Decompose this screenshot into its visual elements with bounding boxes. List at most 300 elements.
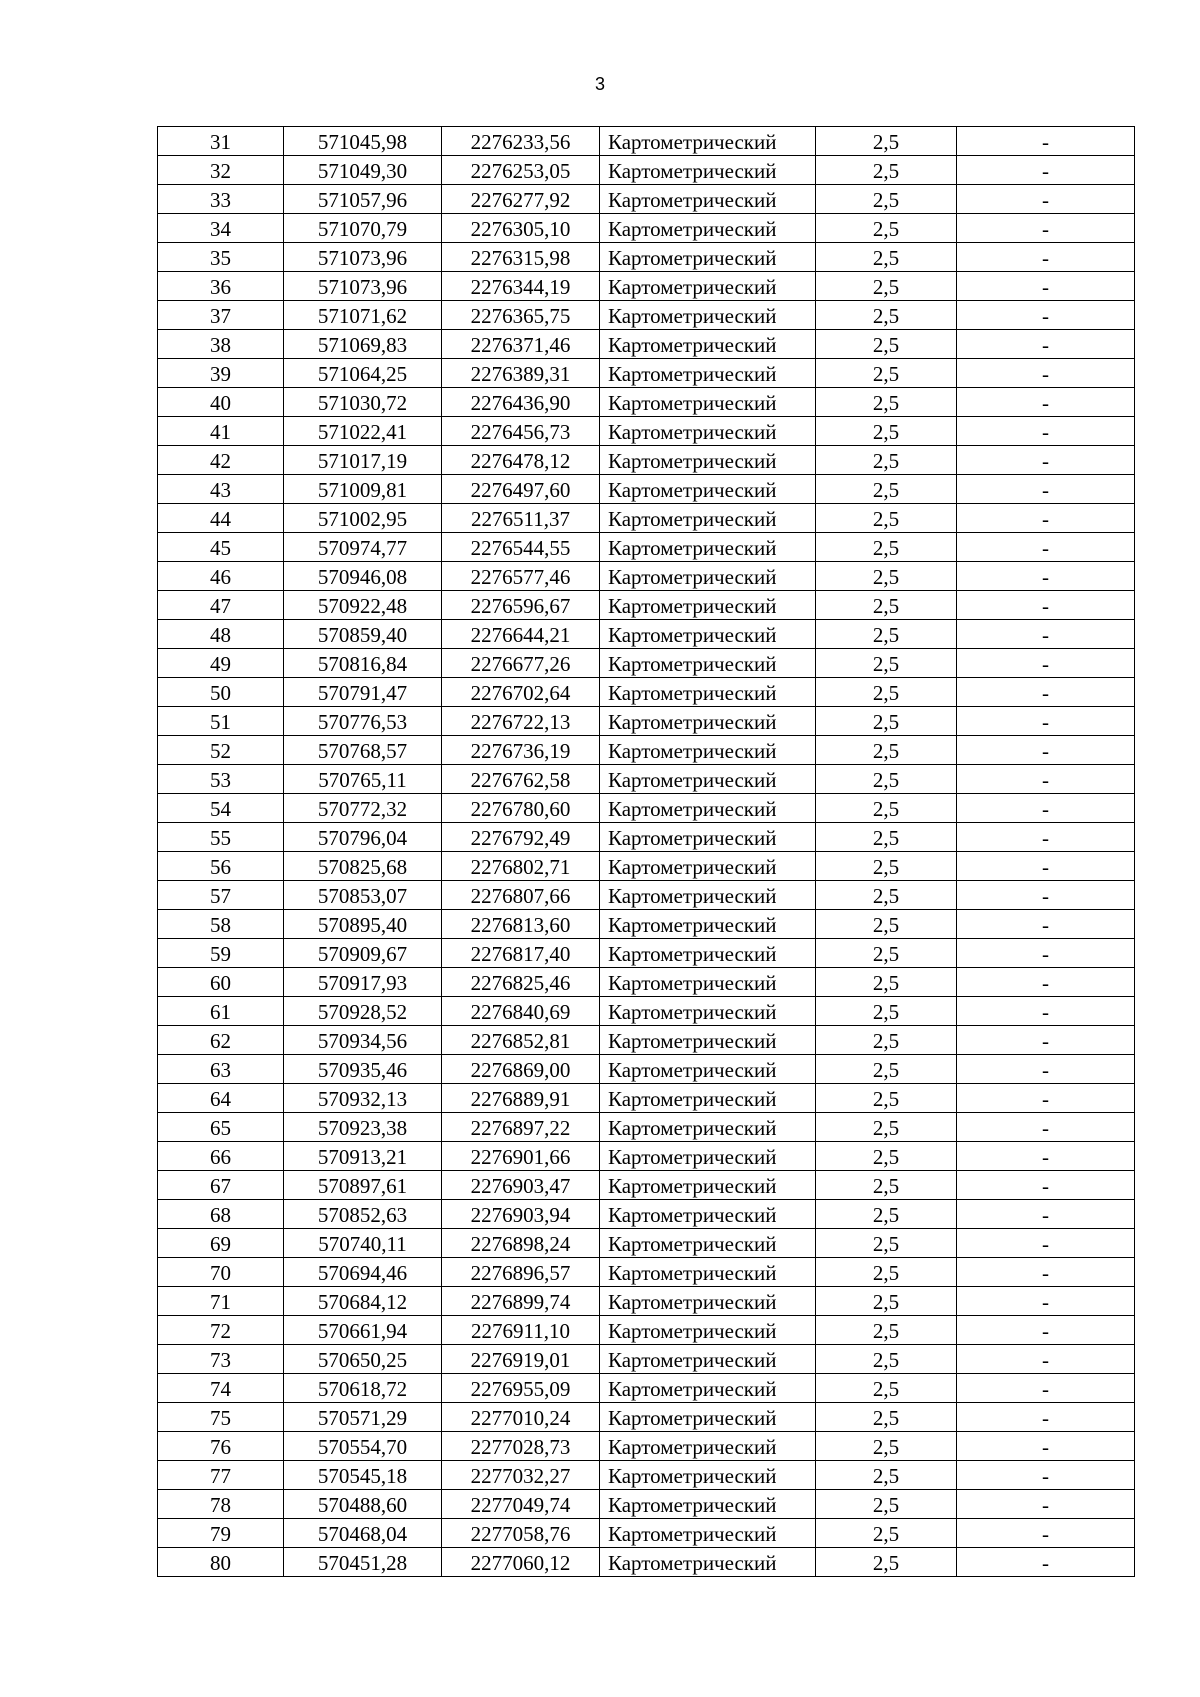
table-row: [158, 243, 1135, 272]
y-coordinate-cell: 2276901,66: [442, 1142, 600, 1171]
point-number-cell: 38: [158, 330, 284, 359]
note-cell: -: [957, 301, 1135, 330]
point-number-cell: 52: [158, 736, 284, 765]
point-number-cell: 37: [158, 301, 284, 330]
note-cell: -: [957, 1229, 1135, 1258]
table-row: [158, 591, 1135, 620]
method-cell: Картометрический: [600, 1113, 816, 1142]
error-cell: 2,5: [816, 533, 957, 562]
method-cell: Картометрический: [600, 1258, 816, 1287]
error-cell: 2,5: [816, 765, 957, 794]
y-coordinate-cell: 2276478,12: [442, 446, 600, 475]
method-cell: Картометрический: [600, 678, 816, 707]
y-coordinate-cell: 2276436,90: [442, 388, 600, 417]
y-coordinate-cell: 2276792,49: [442, 823, 600, 852]
method-cell: Картометрический: [600, 243, 816, 272]
x-coordinate-cell: 570684,12: [284, 1287, 442, 1316]
note-cell: -: [957, 185, 1135, 214]
y-coordinate-cell: 2276644,21: [442, 620, 600, 649]
table-row: [158, 1345, 1135, 1374]
error-cell: 2,5: [816, 1171, 957, 1200]
note-cell: -: [957, 388, 1135, 417]
error-cell: 2,5: [816, 388, 957, 417]
table-row: [158, 214, 1135, 243]
table-row: [158, 1026, 1135, 1055]
method-cell: Картометрический: [600, 939, 816, 968]
error-cell: 2,5: [816, 1432, 957, 1461]
point-number-cell: 34: [158, 214, 284, 243]
method-cell: Картометрический: [600, 823, 816, 852]
error-cell: 2,5: [816, 359, 957, 388]
y-coordinate-cell: 2276497,60: [442, 475, 600, 504]
y-coordinate-cell: 2276305,10: [442, 214, 600, 243]
x-coordinate-cell: 570776,53: [284, 707, 442, 736]
point-number-cell: 72: [158, 1316, 284, 1345]
point-number-cell: 65: [158, 1113, 284, 1142]
error-cell: 2,5: [816, 156, 957, 185]
error-cell: 2,5: [816, 649, 957, 678]
note-cell: -: [957, 1432, 1135, 1461]
point-number-cell: 47: [158, 591, 284, 620]
x-coordinate-cell: 570694,46: [284, 1258, 442, 1287]
point-number-cell: 45: [158, 533, 284, 562]
table-row: [158, 968, 1135, 997]
x-coordinate-cell: 570917,93: [284, 968, 442, 997]
point-number-cell: 55: [158, 823, 284, 852]
method-cell: Картометрический: [600, 272, 816, 301]
point-number-cell: 56: [158, 852, 284, 881]
error-cell: 2,5: [816, 127, 957, 156]
y-coordinate-cell: 2277010,24: [442, 1403, 600, 1432]
method-cell: Картометрический: [600, 1548, 816, 1577]
point-number-cell: 41: [158, 417, 284, 446]
x-coordinate-cell: 570935,46: [284, 1055, 442, 1084]
x-coordinate-cell: 570468,04: [284, 1519, 442, 1548]
error-cell: 2,5: [816, 475, 957, 504]
y-coordinate-cell: 2276889,91: [442, 1084, 600, 1113]
x-coordinate-cell: 570934,56: [284, 1026, 442, 1055]
method-cell: Картометрический: [600, 562, 816, 591]
x-coordinate-cell: 571009,81: [284, 475, 442, 504]
point-number-cell: 58: [158, 910, 284, 939]
x-coordinate-cell: 570650,25: [284, 1345, 442, 1374]
note-cell: -: [957, 1142, 1135, 1171]
error-cell: 2,5: [816, 1229, 957, 1258]
method-cell: Картометрический: [600, 1055, 816, 1084]
note-cell: -: [957, 1461, 1135, 1490]
y-coordinate-cell: 2276807,66: [442, 881, 600, 910]
x-coordinate-cell: 570571,29: [284, 1403, 442, 1432]
x-coordinate-cell: 570853,07: [284, 881, 442, 910]
table-row: [158, 185, 1135, 214]
table-row: [158, 1200, 1135, 1229]
y-coordinate-cell: 2276371,46: [442, 330, 600, 359]
error-cell: 2,5: [816, 1461, 957, 1490]
table-row: [158, 1403, 1135, 1432]
point-number-cell: 31: [158, 127, 284, 156]
x-coordinate-cell: 570772,32: [284, 794, 442, 823]
note-cell: -: [957, 794, 1135, 823]
table-row: [158, 475, 1135, 504]
point-number-cell: 57: [158, 881, 284, 910]
y-coordinate-cell: 2277058,76: [442, 1519, 600, 1548]
x-coordinate-cell: 570922,48: [284, 591, 442, 620]
point-number-cell: 76: [158, 1432, 284, 1461]
point-number-cell: 48: [158, 620, 284, 649]
point-number-cell: 59: [158, 939, 284, 968]
note-cell: -: [957, 1258, 1135, 1287]
point-number-cell: 79: [158, 1519, 284, 1548]
point-number-cell: 71: [158, 1287, 284, 1316]
method-cell: Картометрический: [600, 1026, 816, 1055]
point-number-cell: 70: [158, 1258, 284, 1287]
y-coordinate-cell: 2276813,60: [442, 910, 600, 939]
x-coordinate-cell: 570765,11: [284, 765, 442, 794]
x-coordinate-cell: 570791,47: [284, 678, 442, 707]
table-row: [158, 765, 1135, 794]
error-cell: 2,5: [816, 881, 957, 910]
x-coordinate-cell: 570946,08: [284, 562, 442, 591]
error-cell: 2,5: [816, 272, 957, 301]
table-row: [158, 620, 1135, 649]
note-cell: -: [957, 446, 1135, 475]
x-coordinate-cell: 570554,70: [284, 1432, 442, 1461]
method-cell: Картометрический: [600, 417, 816, 446]
error-cell: 2,5: [816, 446, 957, 475]
method-cell: Картометрический: [600, 301, 816, 330]
error-cell: 2,5: [816, 301, 957, 330]
note-cell: -: [957, 649, 1135, 678]
y-coordinate-cell: 2276825,46: [442, 968, 600, 997]
y-coordinate-cell: 2276817,40: [442, 939, 600, 968]
note-cell: -: [957, 1026, 1135, 1055]
table-row: [158, 939, 1135, 968]
y-coordinate-cell: 2276365,75: [442, 301, 600, 330]
x-coordinate-cell: 571069,83: [284, 330, 442, 359]
table-row: [158, 1142, 1135, 1171]
point-number-cell: 42: [158, 446, 284, 475]
error-cell: 2,5: [816, 504, 957, 533]
error-cell: 2,5: [816, 707, 957, 736]
table-row: [158, 330, 1135, 359]
error-cell: 2,5: [816, 910, 957, 939]
y-coordinate-cell: 2276896,57: [442, 1258, 600, 1287]
note-cell: -: [957, 156, 1135, 185]
error-cell: 2,5: [816, 939, 957, 968]
note-cell: -: [957, 1113, 1135, 1142]
y-coordinate-cell: 2276456,73: [442, 417, 600, 446]
error-cell: 2,5: [816, 330, 957, 359]
method-cell: Картометрический: [600, 156, 816, 185]
point-number-cell: 43: [158, 475, 284, 504]
error-cell: 2,5: [816, 1026, 957, 1055]
note-cell: -: [957, 765, 1135, 794]
x-coordinate-cell: 571049,30: [284, 156, 442, 185]
y-coordinate-cell: 2276852,81: [442, 1026, 600, 1055]
x-coordinate-cell: 570451,28: [284, 1548, 442, 1577]
point-number-cell: 46: [158, 562, 284, 591]
method-cell: Картометрический: [600, 649, 816, 678]
note-cell: -: [957, 562, 1135, 591]
table-row: [158, 388, 1135, 417]
point-number-cell: 61: [158, 997, 284, 1026]
table-row: [158, 1055, 1135, 1084]
method-cell: Картометрический: [600, 214, 816, 243]
note-cell: -: [957, 214, 1135, 243]
method-cell: Картометрический: [600, 475, 816, 504]
table-row: [158, 823, 1135, 852]
error-cell: 2,5: [816, 968, 957, 997]
note-cell: -: [957, 1084, 1135, 1113]
x-coordinate-cell: 570545,18: [284, 1461, 442, 1490]
y-coordinate-cell: 2276596,67: [442, 591, 600, 620]
method-cell: Картометрический: [600, 446, 816, 475]
method-cell: Картометрический: [600, 127, 816, 156]
error-cell: 2,5: [816, 620, 957, 649]
y-coordinate-cell: 2276511,37: [442, 504, 600, 533]
note-cell: -: [957, 127, 1135, 156]
note-cell: -: [957, 1200, 1135, 1229]
table-row: [158, 910, 1135, 939]
method-cell: Картометрический: [600, 968, 816, 997]
x-coordinate-cell: 570825,68: [284, 852, 442, 881]
note-cell: -: [957, 504, 1135, 533]
error-cell: 2,5: [816, 678, 957, 707]
point-number-cell: 36: [158, 272, 284, 301]
point-number-cell: 50: [158, 678, 284, 707]
table-row: [158, 127, 1135, 156]
method-cell: Картометрический: [600, 533, 816, 562]
error-cell: 2,5: [816, 562, 957, 591]
y-coordinate-cell: 2276780,60: [442, 794, 600, 823]
point-number-cell: 49: [158, 649, 284, 678]
point-number-cell: 44: [158, 504, 284, 533]
x-coordinate-cell: 570740,11: [284, 1229, 442, 1258]
y-coordinate-cell: 2276955,09: [442, 1374, 600, 1403]
table-row: [158, 1548, 1135, 1577]
error-cell: 2,5: [816, 1490, 957, 1519]
note-cell: -: [957, 1519, 1135, 1548]
method-cell: Картометрический: [600, 1519, 816, 1548]
method-cell: Картометрический: [600, 620, 816, 649]
y-coordinate-cell: 2276802,71: [442, 852, 600, 881]
y-coordinate-cell: 2276897,22: [442, 1113, 600, 1142]
y-coordinate-cell: 2276736,19: [442, 736, 600, 765]
x-coordinate-cell: 570923,38: [284, 1113, 442, 1142]
method-cell: Картометрический: [600, 997, 816, 1026]
y-coordinate-cell: 2276577,46: [442, 562, 600, 591]
method-cell: Картометрический: [600, 388, 816, 417]
point-number-cell: 80: [158, 1548, 284, 1577]
y-coordinate-cell: 2276903,47: [442, 1171, 600, 1200]
method-cell: Картометрический: [600, 1345, 816, 1374]
error-cell: 2,5: [816, 823, 957, 852]
point-number-cell: 62: [158, 1026, 284, 1055]
note-cell: -: [957, 1316, 1135, 1345]
method-cell: Картометрический: [600, 852, 816, 881]
method-cell: Картометрический: [600, 881, 816, 910]
y-coordinate-cell: 2276277,92: [442, 185, 600, 214]
table-row: [158, 533, 1135, 562]
x-coordinate-cell: 571064,25: [284, 359, 442, 388]
point-number-cell: 33: [158, 185, 284, 214]
point-number-cell: 53: [158, 765, 284, 794]
point-number-cell: 32: [158, 156, 284, 185]
method-cell: Картометрический: [600, 910, 816, 939]
note-cell: -: [957, 997, 1135, 1026]
note-cell: -: [957, 852, 1135, 881]
point-number-cell: 77: [158, 1461, 284, 1490]
note-cell: -: [957, 620, 1135, 649]
point-number-cell: 66: [158, 1142, 284, 1171]
table-row: [158, 1374, 1135, 1403]
x-coordinate-cell: 570909,67: [284, 939, 442, 968]
note-cell: -: [957, 1287, 1135, 1316]
point-number-cell: 78: [158, 1490, 284, 1519]
y-coordinate-cell: 2276903,94: [442, 1200, 600, 1229]
note-cell: -: [957, 330, 1135, 359]
error-cell: 2,5: [816, 417, 957, 446]
x-coordinate-cell: 570859,40: [284, 620, 442, 649]
point-number-cell: 74: [158, 1374, 284, 1403]
method-cell: Картометрический: [600, 1200, 816, 1229]
note-cell: -: [957, 968, 1135, 997]
method-cell: Картометрический: [600, 1316, 816, 1345]
x-coordinate-cell: 570913,21: [284, 1142, 442, 1171]
point-number-cell: 51: [158, 707, 284, 736]
table-row: [158, 1258, 1135, 1287]
error-cell: 2,5: [816, 214, 957, 243]
x-coordinate-cell: 571057,96: [284, 185, 442, 214]
table-row: [158, 359, 1135, 388]
table-row: [158, 156, 1135, 185]
table-row: [158, 272, 1135, 301]
point-number-cell: 39: [158, 359, 284, 388]
method-cell: Картометрический: [600, 765, 816, 794]
x-coordinate-cell: 571071,62: [284, 301, 442, 330]
table-row: [158, 997, 1135, 1026]
note-cell: -: [957, 1490, 1135, 1519]
x-coordinate-cell: 570618,72: [284, 1374, 442, 1403]
page-number: 3: [594, 74, 605, 94]
note-cell: -: [957, 1171, 1135, 1200]
x-coordinate-cell: 570974,77: [284, 533, 442, 562]
table-row: [158, 1432, 1135, 1461]
y-coordinate-cell: 2277028,73: [442, 1432, 600, 1461]
error-cell: 2,5: [816, 591, 957, 620]
table-row: [158, 1229, 1135, 1258]
y-coordinate-cell: 2276544,55: [442, 533, 600, 562]
point-number-cell: 60: [158, 968, 284, 997]
table-row: [158, 736, 1135, 765]
error-cell: 2,5: [816, 1345, 957, 1374]
note-cell: -: [957, 910, 1135, 939]
y-coordinate-cell: 2276899,74: [442, 1287, 600, 1316]
error-cell: 2,5: [816, 185, 957, 214]
table-row: [158, 649, 1135, 678]
method-cell: Картометрический: [600, 504, 816, 533]
coordinates-table: [157, 126, 1135, 1577]
method-cell: Картометрический: [600, 794, 816, 823]
method-cell: Картометрический: [600, 1171, 816, 1200]
note-cell: -: [957, 1374, 1135, 1403]
note-cell: -: [957, 475, 1135, 504]
note-cell: -: [957, 1055, 1135, 1084]
note-cell: -: [957, 1403, 1135, 1432]
y-coordinate-cell: 2277060,12: [442, 1548, 600, 1577]
method-cell: Картометрический: [600, 1432, 816, 1461]
method-cell: Картометрический: [600, 1374, 816, 1403]
table-row: [158, 1113, 1135, 1142]
x-coordinate-cell: 571030,72: [284, 388, 442, 417]
note-cell: -: [957, 417, 1135, 446]
x-coordinate-cell: 571022,41: [284, 417, 442, 446]
table-row: [158, 1287, 1135, 1316]
method-cell: Картометрический: [600, 736, 816, 765]
table-row: [158, 678, 1135, 707]
method-cell: Картометрический: [600, 330, 816, 359]
method-cell: Картометрический: [600, 1490, 816, 1519]
note-cell: -: [957, 1548, 1135, 1577]
y-coordinate-cell: 2276702,64: [442, 678, 600, 707]
table-row: [158, 1171, 1135, 1200]
table-row: [158, 1084, 1135, 1113]
note-cell: -: [957, 591, 1135, 620]
table-row: [158, 794, 1135, 823]
method-cell: Картометрический: [600, 1461, 816, 1490]
point-number-cell: 35: [158, 243, 284, 272]
x-coordinate-cell: 570488,60: [284, 1490, 442, 1519]
table-row: [158, 301, 1135, 330]
table-row: [158, 1519, 1135, 1548]
point-number-cell: 40: [158, 388, 284, 417]
table-row: [158, 852, 1135, 881]
error-cell: 2,5: [816, 1519, 957, 1548]
method-cell: Картометрический: [600, 1229, 816, 1258]
x-coordinate-cell: 571073,96: [284, 272, 442, 301]
note-cell: -: [957, 243, 1135, 272]
table-row: [158, 1461, 1135, 1490]
y-coordinate-cell: 2276233,56: [442, 127, 600, 156]
table-row: [158, 446, 1135, 475]
point-number-cell: 75: [158, 1403, 284, 1432]
error-cell: 2,5: [816, 1316, 957, 1345]
table-row: [158, 1316, 1135, 1345]
error-cell: 2,5: [816, 1374, 957, 1403]
method-cell: Картометрический: [600, 1084, 816, 1113]
method-cell: Картометрический: [600, 1142, 816, 1171]
error-cell: 2,5: [816, 1258, 957, 1287]
point-number-cell: 67: [158, 1171, 284, 1200]
x-coordinate-cell: 570928,52: [284, 997, 442, 1026]
note-cell: -: [957, 881, 1135, 910]
y-coordinate-cell: 2276911,10: [442, 1316, 600, 1345]
method-cell: Картометрический: [600, 359, 816, 388]
note-cell: -: [957, 707, 1135, 736]
y-coordinate-cell: 2276869,00: [442, 1055, 600, 1084]
error-cell: 2,5: [816, 794, 957, 823]
table-row: [158, 562, 1135, 591]
y-coordinate-cell: 2277032,27: [442, 1461, 600, 1490]
point-number-cell: 63: [158, 1055, 284, 1084]
table-row: [158, 504, 1135, 533]
point-number-cell: 54: [158, 794, 284, 823]
y-coordinate-cell: 2276722,13: [442, 707, 600, 736]
table-row: [158, 707, 1135, 736]
method-cell: Картометрический: [600, 1403, 816, 1432]
error-cell: 2,5: [816, 1403, 957, 1432]
y-coordinate-cell: 2276919,01: [442, 1345, 600, 1374]
